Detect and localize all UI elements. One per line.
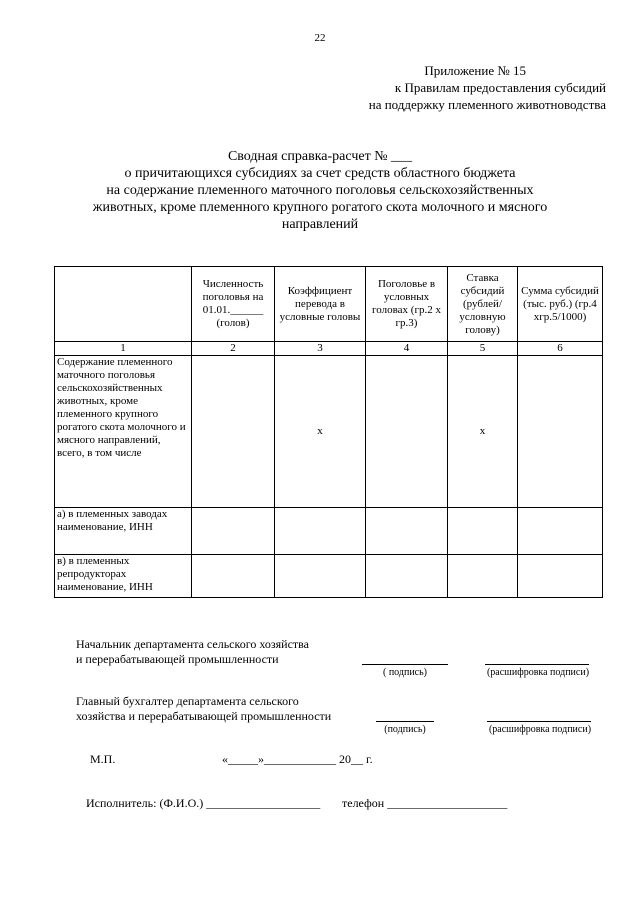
accountant-signature-line: [376, 721, 434, 722]
accountant-signature-caption: (подпись): [384, 724, 426, 735]
table-row: [55, 555, 603, 598]
table-cell: [275, 508, 366, 555]
column-number-row: [55, 342, 603, 356]
title-line: направлений: [281, 217, 359, 232]
table-cell: [366, 356, 448, 508]
signatory-line: и перерабатывающей промышленности: [76, 652, 279, 666]
table-cell: [366, 508, 448, 555]
table-header-row: [55, 267, 603, 342]
table-cell: [448, 508, 518, 555]
head-signature-line: [362, 664, 448, 665]
table-row: [55, 356, 603, 508]
date-field: «_____»____________ 20__ г.: [222, 752, 373, 766]
header-cell: Численность поголовья на 01.01.______ (голов): [192, 267, 275, 342]
head-signature-title: [76, 637, 309, 667]
signatory-line: Главный бухгалтер департамента сельского: [76, 694, 299, 708]
subsidy-table: [54, 266, 603, 598]
appendix-line: на поддержку племенного животноводства: [368, 97, 606, 112]
header-cell: [55, 267, 192, 342]
column-number: 1: [55, 342, 192, 356]
column-number: 2: [192, 342, 275, 356]
table-cell: [275, 555, 366, 598]
signatory-line: хозяйства и перерабатывающей промышленности: [76, 709, 332, 723]
row-label: Содержание племенного маточного поголовья сельскохозяйственных животных, кроме племенного крупного рогатого скота молочного и мясного направлений, всего, в том числе: [55, 356, 192, 508]
phone-field: телефон ____________________: [342, 796, 508, 810]
header-cell: Коэффициент перевода в условные головы: [275, 267, 366, 342]
column-number: 4: [366, 342, 448, 356]
executor-field: Исполнитель: (Ф.И.О.) ___________________: [86, 796, 321, 810]
row-label: в) в племенных репродукторах наименование, ИНН: [55, 555, 192, 598]
row-label: а) в племенных заводах наименование, ИНН: [55, 508, 192, 555]
accountant-name-caption: (расшифровка подписи): [488, 724, 592, 735]
table-row: [55, 508, 603, 555]
appendix-title: Приложение № 15: [424, 63, 526, 78]
table-cell: [192, 356, 275, 508]
header-cell: Сумма субсидий (тыс. руб.) (гр.4 хгр.5/1000): [518, 267, 603, 342]
header-cell: Поголовье в условных головах (гр.2 х гр.3): [366, 267, 448, 342]
head-signature-caption: ( подпись): [382, 667, 427, 678]
table-cell: [192, 555, 275, 598]
table-cell: [366, 555, 448, 598]
appendix-line: к Правилам предоставления субсидий: [394, 80, 606, 95]
table-cell: [518, 356, 603, 508]
title-line: животных, кроме племенного крупного рогатого скота молочного и мясного: [92, 200, 548, 215]
table-cell: x: [448, 356, 518, 508]
title-line: на содержание племенного маточного поголовья сельскохозяйственных: [106, 183, 534, 198]
column-number: 3: [275, 342, 366, 356]
head-name-caption: (расшифровка подписи): [486, 667, 590, 678]
table-cell: [518, 508, 603, 555]
signatory-line: Начальник департамента сельского хозяйства: [76, 637, 309, 651]
title-line: о причитающихся субсидиях за счет средств областного бюджета: [124, 166, 516, 181]
column-number: 6: [518, 342, 603, 356]
accountant-signature-title: [76, 694, 331, 724]
accountant-name-line: [487, 721, 591, 722]
header-cell: Ставка субсидий (рублей/ условную голову): [448, 267, 518, 342]
table-cell: [192, 508, 275, 555]
table-cell: x: [275, 356, 366, 508]
table-cell: [448, 555, 518, 598]
head-name-line: [485, 664, 589, 665]
title-line: Сводная справка-расчет № ___: [227, 149, 413, 164]
table-cell: [518, 555, 603, 598]
stamp-placeholder: М.П.: [90, 752, 116, 766]
appendix-header: [369, 62, 606, 113]
page-number: 22: [314, 32, 326, 44]
column-number: 5: [448, 342, 518, 356]
document-title: [60, 148, 580, 233]
